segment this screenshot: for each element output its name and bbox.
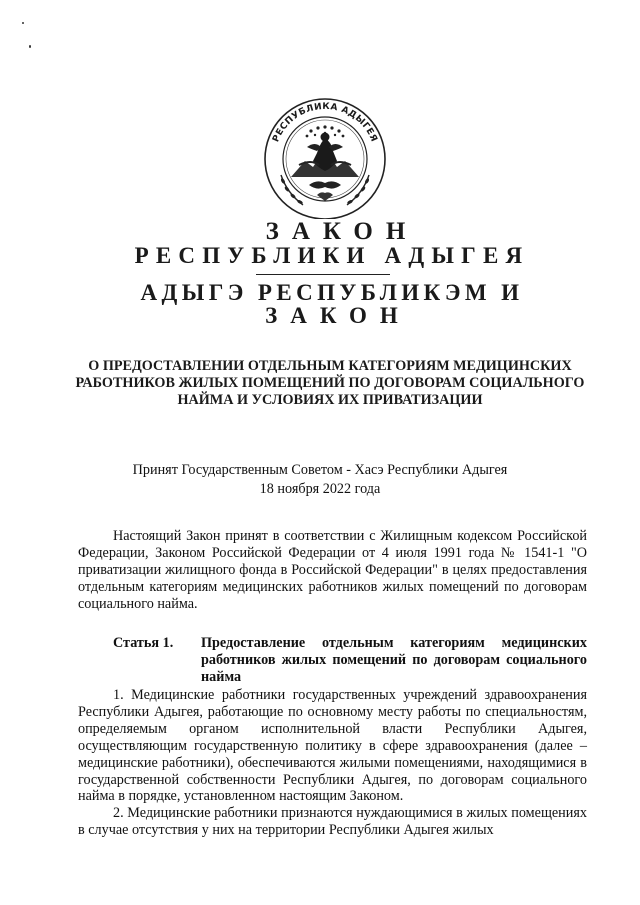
adoption-date: 18 ноября 2022 года [259, 481, 381, 497]
coat-of-arms-icon [261, 95, 389, 219]
article-1-paragraph-1: 1. Медицинские работники государственных учреждений здравоохранения Республики Адыгея, работающие по основному месту работы по специальностям, определяемым органом исполнительной власти Республики Адыгея, осуществляющим государственную политику в сфере здравоохранения (далее – медицинские работники), обеспечиваются жилыми помещениями, находящимися в государственной собственности Республики Адыгея, по договорам социального найма в порядке, установленном настоящим Законом. [78, 687, 587, 805]
scan-speck [22, 22, 24, 24]
scan-speck [29, 45, 31, 48]
law-title-adyghe: АДЫГЭ РЕСПУБЛИКЭМ И [140, 280, 524, 305]
article-title: Предоставление отдельным категориям медицинских работников жилых помещений по договорам социального найма [201, 635, 587, 685]
adoption-note [0, 461, 640, 499]
article-1-body [78, 687, 587, 839]
article-number: Статья 1. [113, 635, 174, 651]
emblem-legend-top: РЕСПУБЛИКА АДЫГЕЯ [271, 101, 379, 144]
article-1-paragraph-2: 2. Медицинские работники признаются нуждающимися в жилых помещениях в случае отсутствия у них на территории Республики Адыгея жилых [78, 805, 587, 839]
title-divider [256, 274, 390, 275]
preamble [78, 528, 587, 613]
preamble-text: Настоящий Закон принят в соответствии с Жилищным кодексом Российской Федерации, Законом Российской Федерации от 4 июля 1991 года № 1541-1 "О приватизации жилищного фонда в Российской Федерации" в целях предоставления отдельным категориям медицинских работников жилых помещений по договорам социального найма. [78, 528, 587, 612]
law-title-adyghe-word: ЗАКОН [265, 303, 411, 328]
law-title-republic: РЕСПУБЛИКИ АДЫГЕЯ [134, 243, 530, 268]
law-title-word: ЗАКОН [265, 218, 419, 245]
law-subject-heading: О ПРЕДОСТАВЛЕНИИ ОТДЕЛЬНЫМ КАТЕГОРИЯМ МЕДИЦИНСКИХ РАБОТНИКОВ ЖИЛЫХ ПОМЕЩЕНИЙ ПО ДОГОВОРАМ СОЦИАЛЬНОГО НАЙМА И УСЛОВИЯХ ИХ ПРИВАТИЗАЦИИ [75, 358, 585, 408]
adoption-body: Принят Государственным Советом - Хасэ Республики Адыгея [132, 462, 508, 478]
